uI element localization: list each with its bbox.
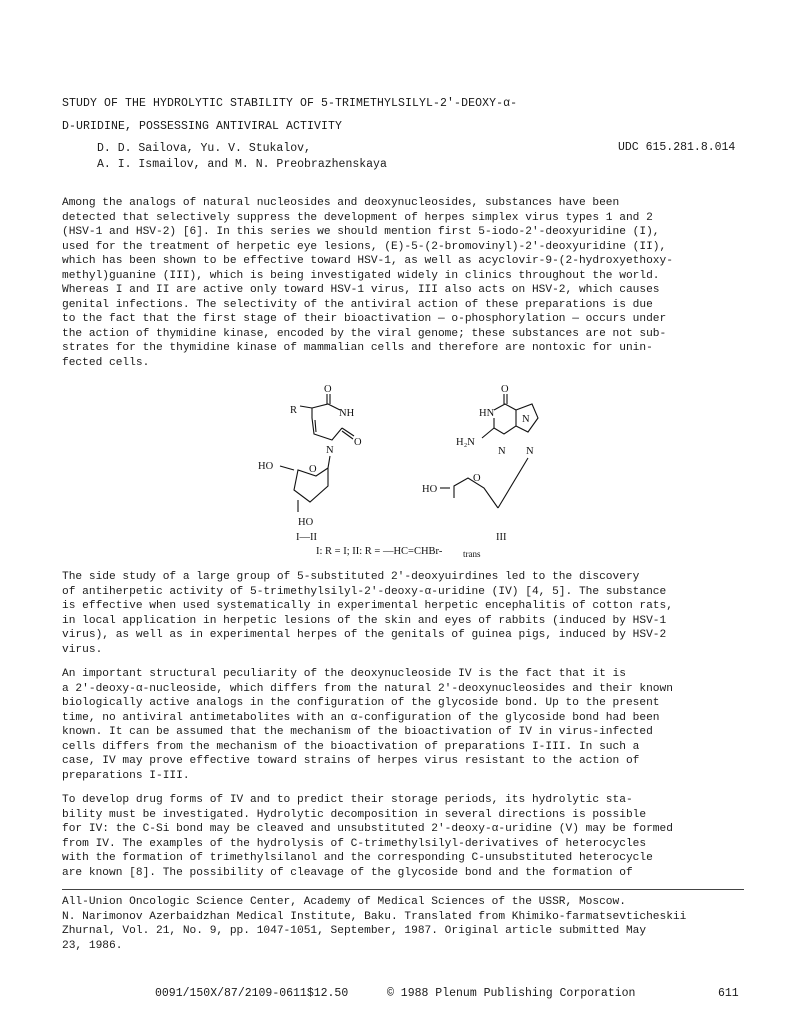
udc-code: UDC 615.281.8.014 — [618, 141, 736, 154]
figure-caption: I: R = I; II: R = —HC=CHBr- — [316, 546, 443, 557]
authors-line-2: A. I. Ismailov, and M. N. Preobrazhenskaya — [97, 158, 387, 171]
structure-I-II — [258, 384, 362, 543]
title-line-1: STUDY OF THE HYDROLYTIC STABILITY OF 5-TRIMETHYLSILYL-2'-DEOXY-α- — [62, 97, 518, 110]
footnote: All-Union Oncologic Science Center, Academy of Medical Sciences of the USSR, Moscow. N. Narimonov Azerbaidzhan Medical Institute, Baku. Translated from Khimiko-farmatsevticheskii Zhurnal, Vol. 21, No. 9, pp. 1047-1051, September, 1987. Original article submitted May 23, 1986. — [62, 896, 687, 952]
label-I-II: I—II — [296, 532, 317, 543]
label-HO-top: HO — [258, 461, 274, 472]
label-III: III — [496, 532, 507, 543]
label-HN: HN — [479, 408, 495, 419]
paragraph-2: The side study of a large group of 5-substituted 2'-deoxyuirdines led to the discovery of antiherpetic activity of 5-trimethylsilyl-2'-deoxy-α-uridine (IV) [4, 5]. The substance is effective when used systematically in experimental herpetic encephalitis of cotton rats, in local application in herpetic lesions of the skin and eyes of rabbits (induced by HSV-1 virus), as well as in experimental herpes of the genitals of guinea pigs, induced by HSV-2 virus. — [62, 571, 673, 656]
paragraph-1: Among the analogs of natural nucleosides and deoxynucleosides, substances have been detected that selectively suppress the development of herpes simplex virus types 1 and 2 (HSV-1 and HSV-2) [6]. In this series we should mention first 5-iodo-2'-deoxyuridine (I), used for the treatment of herpetic eye lesions, (E)-5-(2-bromovinyl)-2'-deoxyuridine (II), which has been shown to be effective toward HSV-1, as well as acyclovir-9-(2-hydroxyethoxy- methyl)guanine (III), which is being investigated widely in clinics throughout the world. Whereas I and II are active only toward HSV-1 virus, III also acts on HSV-2, which causes genital infections. The selectivity of the antiviral action of these preparations is due to the fact that the first stage of their bioactivation — o-phosphorylation — occurs under the action of thymidine kinase, encoded by the viral genome; these substances are not sub- strates for the thymidine kinase of mammalian cells and therefore are nontoxic for unin- fected cells. — [62, 197, 673, 369]
label-NH: NH — [339, 408, 355, 419]
article-code: 0091/150X/87/2109-0611$12.50 — [155, 987, 349, 1000]
label-N-imidazole-top: N — [522, 414, 530, 425]
copyright-notice: © 1988 Plenum Publishing Corporation — [387, 987, 636, 1000]
authors — [97, 141, 387, 173]
title-line-2: D-URIDINE, POSSESSING ANTIVIRAL ACTIVITY — [62, 120, 343, 133]
article-title — [62, 92, 517, 138]
page-number: 611 — [718, 987, 739, 1000]
label-O-top-right: O — [501, 384, 509, 395]
chemical-structures-figure — [250, 382, 560, 572]
authors-line-1: D. D. Sailova, Yu. V. Stukalov, — [97, 142, 311, 155]
label-HO-bottom: HO — [298, 517, 314, 528]
label-O-carbonyl: O — [354, 437, 362, 448]
figure-caption-trans: trans — [463, 549, 481, 559]
paragraph-4: To develop drug forms of IV and to predict their storage periods, its hydrolytic sta- bility must be investigated. Hydrolytic decomposition in several directions is possible for IV: the C-Si bond may be cleaved and unsubstituted 2'-deoxy-α-uridine (V) may be formed from IV. The examples of the hydrolysis of C-trimethylsilyl-derivatives of heterocycles with the formation of trimethylsilanol and the corresponding C-unsubstituted heterocycle are known [8]. The possibility of cleavage of the glycoside bond and the formation of — [62, 794, 673, 879]
structure-III — [422, 384, 538, 543]
label-R: R — [290, 405, 298, 416]
paragraph-3: An important structural peculiarity of the deoxynucleoside IV is the fact that it is a 2'-deoxy-α-nucleoside, which differs from the natural 2'-deoxynucleosides and their known biologically active analogs in the configuration of the glycoside bond. Up to the present time, no antiviral antimetabolites with an α-configuration of the glycoside bond had been known. It can be assumed that the mechanism of the bioactivation of IV in virus-infected cells differs from the mechanism of the bioactivation of preparations I-III. In such a case, IV may prove effective toward strains of herpes virus resistant to the action of preparations I-III. — [62, 668, 673, 782]
label-O-chain: O — [473, 473, 481, 484]
footnote-divider — [62, 889, 744, 890]
label-N-bottom: N — [498, 446, 506, 457]
label-O-top-left: O — [324, 384, 332, 395]
label-N9: N — [526, 446, 534, 457]
label-N-ring: N — [326, 445, 334, 456]
label-O-sugar: O — [309, 464, 317, 475]
label-H2N: H₂N — [456, 437, 475, 448]
label-HO-right: HO — [422, 484, 438, 495]
